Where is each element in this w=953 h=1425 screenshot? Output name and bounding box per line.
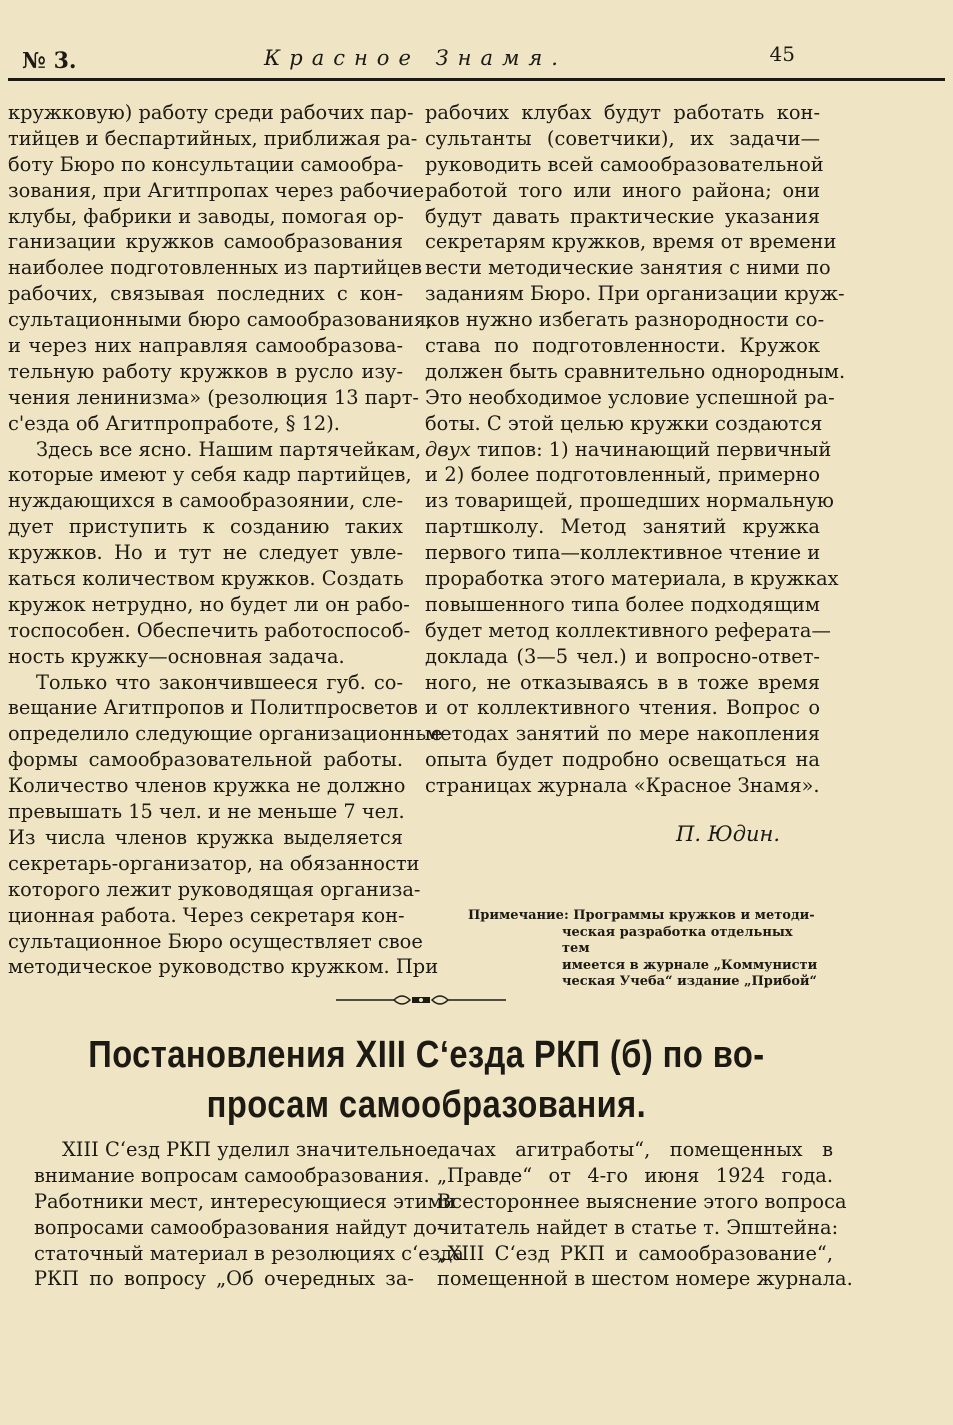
text-line: повышенного типа более подходящим — [425, 592, 820, 616]
text-line: статочный материал в резолюциях с‘езда — [34, 1241, 464, 1265]
text-line: доклада (3—5 чел.) и вопросно-ответ- — [425, 644, 820, 668]
text-line: формы самообразовательной работы. — [8, 748, 403, 772]
text-line: дует приступить к созданию таких — [8, 515, 403, 539]
text-line: „Правде“ от 4-го июня 1924 года. — [437, 1163, 833, 1187]
article2-right-column — [437, 1137, 853, 1292]
footnote-label: Примечание: — [468, 908, 569, 923]
text-line: методах занятий по мере накопления — [425, 722, 820, 746]
text-line: Только что закончившееся губ. со- — [36, 670, 403, 694]
text-line — [425, 437, 832, 463]
text-fragment: типов: 1) начинающий первичный — [476, 437, 832, 461]
author-signature: П. Юдин. — [676, 822, 781, 846]
text-line: рабочих клубах будут работать кон- — [425, 101, 820, 124]
ornament-divider — [332, 990, 510, 1010]
text-line: методическое руководство кружком. При — [8, 955, 439, 979]
article2-heading — [60, 1030, 794, 1130]
text-line: тельную работу кружков в русло изу- — [8, 359, 403, 383]
text-line: партшколу. Метод занятий кружка — [425, 515, 820, 539]
text-line: вопросами самообразования найдут до- — [34, 1215, 444, 1239]
text-line: и от коллективного чтения. Вопрос о — [425, 696, 820, 720]
text-line: кружковую) работу среди рабочих пар- — [8, 101, 414, 124]
text-line: Всестороннее выяснение этого вопроса — [437, 1189, 847, 1213]
heading-line: просам самообразования. — [206, 1084, 647, 1126]
text-line: с'езда об Агитпропработе, § 12). — [8, 411, 340, 435]
text-line: чения ленинизма» (резолюция 13 парт- — [8, 385, 419, 409]
text-line: помещенной в шестом номере журнала. — [437, 1267, 853, 1291]
text-line: вести методические занятия с ними по — [425, 256, 831, 280]
text-line: Здесь все ясно. Нашим партячейкам, — [36, 437, 422, 461]
text-line: превышать 15 чел. и не меньше 7 чел. — [8, 800, 405, 824]
issue-number: № 3. — [22, 48, 77, 74]
text-line: вещание Агитпропов и Политпросветов — [8, 696, 418, 720]
text-line: рабочих, связывая последних с кон- — [8, 282, 403, 306]
heading-line: Постановления XIII С‘езда РКП (б) по во- — [88, 1034, 765, 1076]
footnote-line: ческая Учеба“ издание „Прибой“ — [562, 974, 818, 989]
text-line: сультанты (советчики), их задачи— — [425, 126, 820, 150]
text-line: XIII С‘езд РКП уделил значительное — [62, 1138, 438, 1161]
emphasized-word: двух — [425, 437, 471, 461]
text-line: секретарь-организатор, на обязанности — [8, 851, 420, 875]
publication-title: Красное Знамя. — [264, 46, 567, 70]
text-line: заданиям Бюро. При организации круж- — [425, 282, 845, 306]
text-line: и через них направляя самообразова- — [8, 334, 403, 358]
text-line: ционная работа. Через секретаря кон- — [8, 903, 405, 927]
page-number: 45 — [769, 42, 795, 66]
page-header — [8, 40, 945, 82]
text-line: будет метод коллективного реферата— — [425, 618, 831, 642]
text-line: ганизации кружков самообразования — [8, 230, 403, 254]
text-line: проработка этого материала, в кружках — [425, 567, 839, 591]
text-line: страницах журнала «Красное Знамя». — [425, 774, 820, 798]
text-line: кружок нетрудно, но будет ли он рабо- — [8, 592, 410, 616]
text-line: и 2) более подготовленный, примерно — [425, 463, 820, 487]
footnote-line: Программы кружков и методи- — [573, 908, 815, 923]
text-line: Это необходимое условие успешной ра- — [425, 385, 835, 409]
text-line: опыта будет подробно освещаться на — [425, 748, 820, 772]
text-line: ков нужно избегать разнородности со- — [425, 308, 825, 332]
text-line: кружков. Но и тут не следует увле- — [8, 541, 403, 565]
text-line: руководить всей самообразовательной — [425, 152, 824, 176]
text-line: боты. С этой целью кружки создаются — [425, 411, 823, 435]
header-rule — [8, 78, 945, 81]
text-line: будут давать практические указания — [425, 204, 820, 228]
text-line: „XIII С‘езд РКП и самообразование“, — [437, 1241, 833, 1265]
text-line: РКП по вопросу „Об очередных за- — [34, 1267, 414, 1291]
footnote-line: ческая разработка отдельных тем — [562, 924, 793, 956]
text-line: читатель найдет в статье т. Эпштейна: — [437, 1215, 839, 1239]
text-line: ность кружку—основная задача. — [8, 644, 345, 668]
text-line: наиболее подготовленных из партийцев — [8, 256, 423, 280]
text-line: первого типа—коллективное чтение и — [425, 541, 821, 565]
text-line: дачах агитработы“, помещенных в — [437, 1138, 833, 1161]
text-line: работой того или иного района; они — [425, 178, 820, 202]
text-line: ного, не отказываясь в в тоже время — [425, 670, 820, 694]
footnote — [468, 908, 820, 991]
text-line: тоспособен. Обеспечить работоспособ- — [8, 618, 411, 642]
text-line: должен быть сравнительно однородным. — [425, 359, 846, 383]
text-line: из товарищей, прошедших нормальную — [425, 489, 834, 513]
text-line: сультационное Бюро осуществляет свое — [8, 929, 423, 953]
text-line: Количество членов кружка не должно — [8, 774, 406, 798]
article1-left-column — [8, 100, 443, 980]
text-line: нуждающихся в самообразоянии, сле- — [8, 489, 403, 513]
text-line: тийцев и беспартийных, приближая ра- — [8, 126, 418, 150]
text-line: зования, при Агитпропах через рабочие — [8, 178, 425, 202]
article1-right-column — [425, 100, 846, 799]
footnote-line: имеется в журнале „Коммунисти — [562, 957, 818, 973]
text-line: клубы, фабрики и заводы, помогая ор- — [8, 204, 404, 228]
article2-left-column — [34, 1137, 464, 1292]
text-line: Из числа членов кружка выделяется — [8, 825, 403, 849]
text-line: которые имеют у себя кадр партийцев, — [8, 463, 412, 487]
text-line: которого лежит руководящая организа- — [8, 877, 421, 901]
text-line: Работники мест, интересующиеся этими — [34, 1189, 456, 1213]
text-line: боту Бюро по консультации самообра- — [8, 152, 404, 176]
text-line: става по подготовленности. Кружок — [425, 334, 820, 358]
text-line: определило следующие организационные — [8, 722, 443, 746]
text-line: каться количеством кружков. Создать — [8, 567, 404, 591]
text-line: секретарям кружков, время от времени — [425, 230, 837, 254]
text-line: сультационными бюро самообразования, — [8, 308, 433, 332]
text-line: внимание вопросам самообразования. — [34, 1163, 430, 1187]
